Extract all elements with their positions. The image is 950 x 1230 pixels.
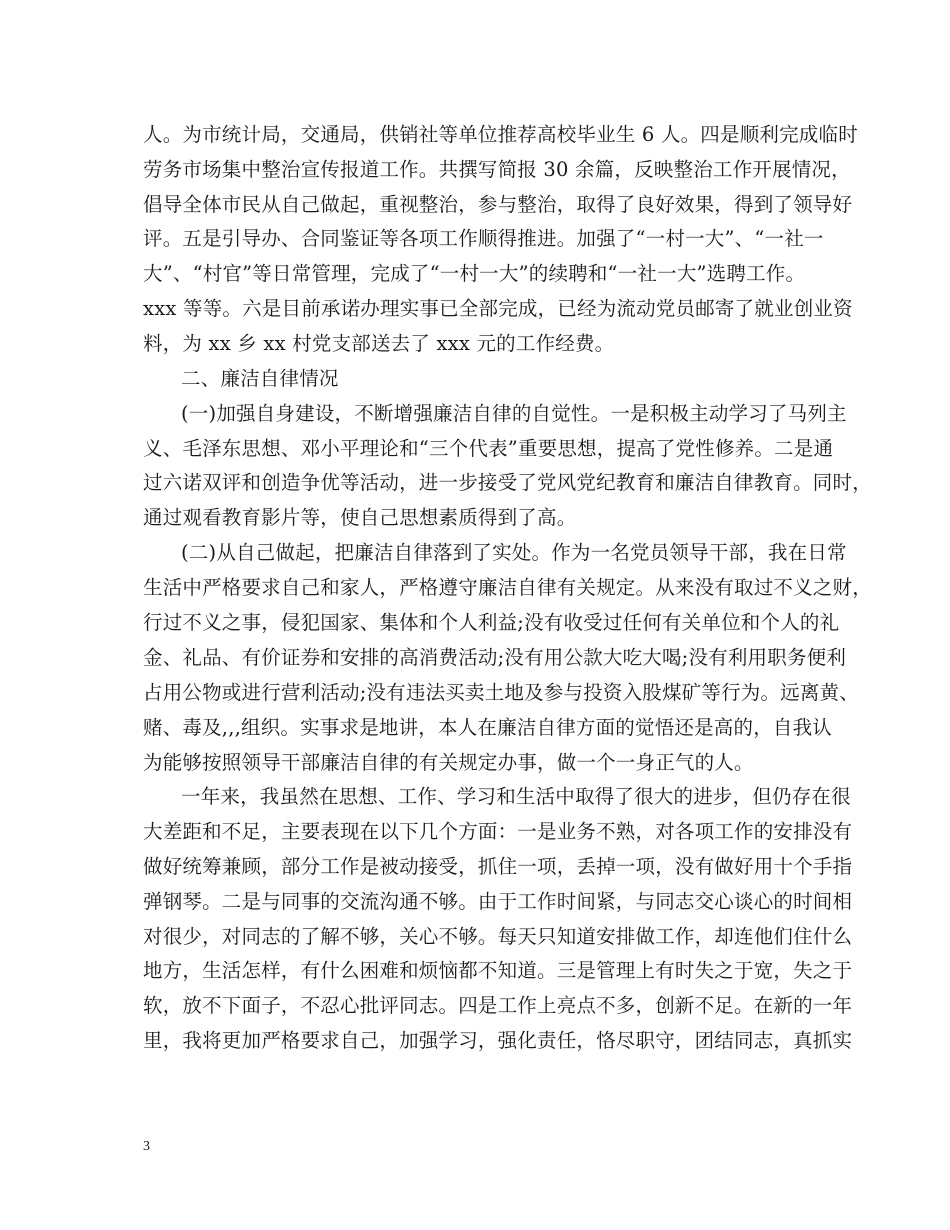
text-line: 劳务市场集中整治宣传报道工作。共撰写简报 30 余篇，反映整治工作开展情况， — [143, 158, 851, 181]
text-line: 占用公物或进行营利活动;没有违法买卖土地及参与投资入股煤矿等行为。远离黄、 — [143, 681, 859, 704]
text-line: 软，放不下面子，不忍心批评同志。四是工作上亮点不多，创新不足。在新的一年 — [143, 994, 853, 1017]
text-line: 大差距和不足，主要表现在以下几个方面：一是业务不熟，对各项工作的安排没有 — [143, 820, 853, 843]
text-line: 行过不义之事，侵犯国家、集体和个人利益;没有收受过任何有关单位和个人的礼 — [143, 611, 840, 634]
text-line: 赌、毒及,,,组织。实事求是地讲，本人在廉洁自律方面的觉悟还是高的，自我认 — [143, 716, 832, 739]
text-line: 生活中严格要求自己和家人，严格遵守廉洁自律有关规定。从来没有取过不义之财， — [143, 576, 872, 599]
text-line: 做好统筹兼顾，部分工作是被动接受，抓住一项，丢掉一项，没有做好用十个手指 — [143, 855, 853, 878]
text-line: 弹钢琴。二是与同事的交流沟通不够。由于工作时间紧，与同志交心谈心的时间相 — [143, 890, 853, 913]
text-line: 评。五是引导办、合同鉴证等各项工作顺得推进。加强了“一村一大”、“一社一 — [143, 227, 824, 250]
text-line: 对很少，对同志的了解不够，关心不够。每天只知道安排做工作，却连他们住什么 — [143, 925, 853, 948]
text-line: 为能够按照领导干部廉洁自律的有关规定办事，做一个一身正气的人。 — [143, 751, 754, 774]
text-line: 地方，生活怎样，有什么困难和烦恼都不知道。三是管理上有时失之于宽，失之于 — [143, 959, 853, 982]
text-line: 义、毛泽东思想、邓小平理论和“三个代表”重要思想，提高了党性修养。二是通 — [143, 437, 834, 460]
text-line: 倡导全体市民从自己做起，重视整治，参与整治，取得了良好效果，得到了领导好 — [143, 193, 853, 216]
text-line: 过六诺双评和创造争优等活动，进一步接受了党风党纪教育和廉洁自律教育。同时， — [143, 471, 872, 494]
text-line: 一年来，我虽然在思想、工作、学习和生活中取得了很大的进步，但仍存在很 — [181, 785, 851, 808]
text-line: 人。为市统计局，交通局，供销社等单位推荐高校毕业生 6 人。四是顺利完成临时 — [143, 123, 858, 146]
text-line: 金、礼品、有价证券和安排的高消费活动;没有用公款大吃大喝;没有利用职务便利 — [143, 646, 847, 669]
text-line: 大”、“村官”等日常管理，完成了“一村一大”的续聘和“一社一大”选聘工作。 — [143, 262, 806, 285]
text-line: (一)加强自身建设，不断增强廉洁自律的自觉性。一是积极主动学习了马列主 — [181, 402, 847, 425]
text-line: xxx 等等。六是目前承诺办理实事已全部完成，已经为流动党员邮寄了就业创业资 — [143, 297, 853, 320]
text-line: 里，我将更加严格要求自己，加强学习，强化责任，恪尽职守，团结同志，真抓实 — [143, 1029, 853, 1052]
page-number: 3 — [143, 1139, 150, 1154]
text-line: 料，为 xx 乡 xx 村党支部送去了 xxx 元的工作经费。 — [143, 332, 615, 355]
text-line: 通过观看教育影片等，使自己思想素质得到了高。 — [143, 506, 577, 529]
text-line: 二、廉洁自律情况 — [181, 367, 339, 390]
text-line: (二)从自己做起，把廉洁自律落到了实处。作为一名党员领导干部，我在日常 — [181, 541, 847, 564]
